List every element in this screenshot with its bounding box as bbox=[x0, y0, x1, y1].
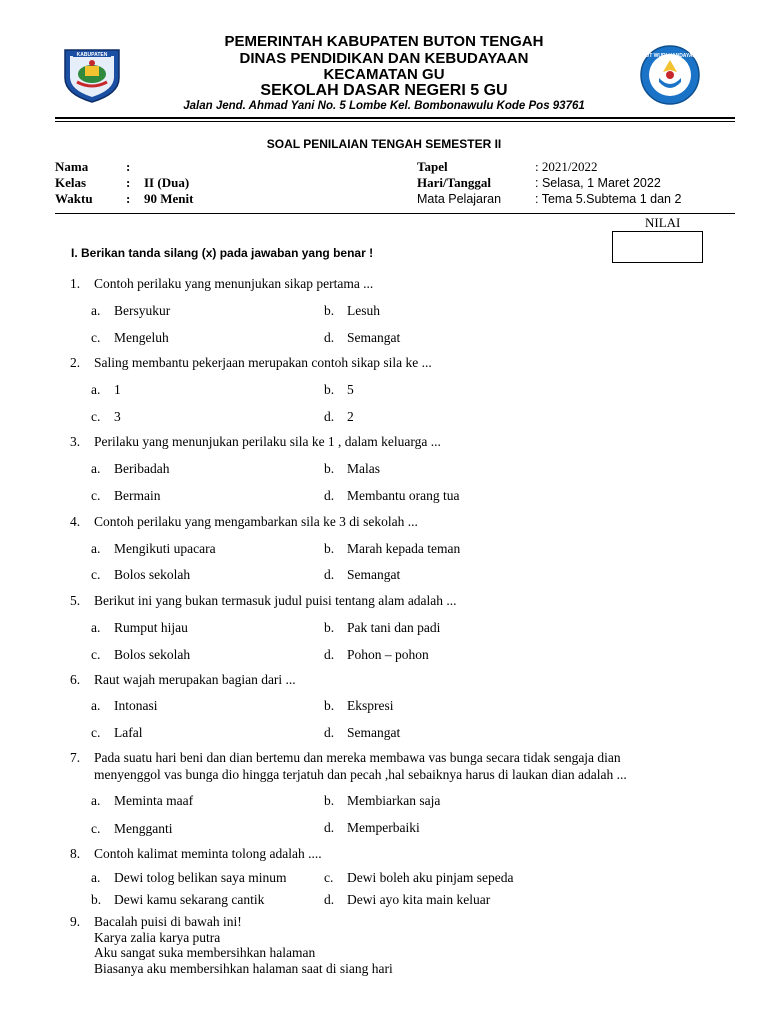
option-b[interactable]: Pak tani dan padi bbox=[347, 620, 441, 635]
question-text: Contoh perilaku yang menunjukan sikap pertama ... bbox=[94, 276, 374, 291]
option-b[interactable]: Lesuh bbox=[347, 303, 380, 318]
option-c[interactable]: 3 bbox=[114, 409, 121, 424]
header-rule-thin bbox=[55, 121, 735, 122]
option-c[interactable]: Dewi boleh aku pinjam sepeda bbox=[347, 870, 514, 885]
exam-title: SOAL PENILAIAN TENGAH SEMESTER II bbox=[266, 137, 502, 151]
option-a[interactable]: Beribadah bbox=[114, 461, 170, 476]
option-letter-d: d. bbox=[324, 567, 335, 582]
header-district: KECAMATAN GU bbox=[323, 66, 445, 83]
option-b[interactable]: Membiarkan saja bbox=[347, 793, 441, 808]
tapel-value: : 2021/2022 bbox=[535, 159, 598, 174]
question-number: 6. bbox=[70, 672, 81, 687]
option-letter-b: b. bbox=[324, 382, 335, 397]
option-letter-d: d. bbox=[324, 725, 335, 740]
option-letter-c: c. bbox=[91, 821, 101, 836]
nilai-label: NILAI bbox=[645, 215, 681, 230]
question-number: 2. bbox=[70, 355, 81, 370]
option-letter-a: a. bbox=[91, 382, 101, 397]
nama-label: Nama bbox=[55, 159, 89, 174]
info-rule bbox=[55, 213, 735, 214]
option-d[interactable]: 2 bbox=[347, 409, 354, 424]
question-text: Pada suatu hari beni dan dian bertemu dan mereka membawa vas bunga secara tidak sengaja dian bbox=[94, 750, 621, 765]
option-letter-a: a. bbox=[91, 870, 101, 885]
question-text-continued: menyenggol vas bunga dio hingga terjatuh dan pecah ,hal sebaiknya harus di laukan dian adalah ... bbox=[94, 767, 627, 782]
kelas-value: II (Dua) bbox=[144, 175, 190, 190]
kelas-colon: : bbox=[126, 175, 131, 190]
kelas-label: Kelas bbox=[55, 175, 87, 190]
header-government: PEMERINTAH KABUPATEN BUTON TENGAH bbox=[224, 33, 544, 50]
question-text: Bacalah puisi di bawah ini! bbox=[94, 914, 242, 929]
option-b[interactable]: Malas bbox=[347, 461, 380, 476]
question-number: 3. bbox=[70, 434, 81, 449]
option-letter-c: c. bbox=[91, 567, 101, 582]
header-address: Jalan Jend. Ahmad Yani No. 5 Lombe Kel. Bombonawulu Kode Pos 93761 bbox=[183, 100, 585, 112]
option-a[interactable]: Bersyukur bbox=[114, 303, 171, 318]
option-c[interactable]: Mengeluh bbox=[114, 330, 169, 345]
nama-colon: : bbox=[126, 159, 131, 174]
nilai-box[interactable] bbox=[612, 231, 703, 263]
question-number: 9. bbox=[70, 914, 81, 929]
question-number: 1. bbox=[70, 276, 81, 291]
option-b[interactable]: Marah kepada teman bbox=[347, 541, 461, 556]
option-letter-a: a. bbox=[91, 303, 101, 318]
option-letter-a: a. bbox=[91, 461, 101, 476]
option-letter-c: c. bbox=[91, 647, 101, 662]
option-c[interactable]: Bolos sekolah bbox=[114, 567, 191, 582]
option-letter-d: d. bbox=[324, 409, 335, 424]
option-letter-b: b. bbox=[324, 303, 335, 318]
option-b[interactable]: Ekspresi bbox=[347, 698, 394, 713]
option-letter-a: a. bbox=[91, 620, 101, 635]
option-letter-c: c. bbox=[91, 725, 101, 740]
option-b[interactable]: 5 bbox=[347, 382, 354, 397]
instruction: I. Berikan tanda silang (x) pada jawaban yang benar ! bbox=[71, 246, 374, 260]
question-text: Contoh kalimat meminta tolong adalah .... bbox=[94, 846, 322, 861]
option-a[interactable]: Rumput hijau bbox=[114, 620, 188, 635]
option-letter-d: d. bbox=[324, 820, 335, 835]
question-text: Saling membantu pekerjaan merupakan contoh sikap sila ke ... bbox=[94, 355, 432, 370]
option-a[interactable]: Meminta maaf bbox=[114, 793, 194, 808]
option-letter-b: b. bbox=[324, 793, 335, 808]
header-rule-thick bbox=[55, 117, 735, 119]
option-letter-c: c. bbox=[324, 870, 334, 885]
question-number: 8. bbox=[70, 846, 81, 861]
question-text: Perilaku yang menunjukan perilaku sila ke 1 , dalam keluarga ... bbox=[94, 434, 441, 449]
question-text: Berikut ini yang bukan termasuk judul puisi tentang alam adalah ... bbox=[94, 593, 457, 608]
option-a[interactable]: Mengikuti upacara bbox=[114, 541, 216, 556]
option-d[interactable]: Dewi ayo kita main keluar bbox=[347, 892, 491, 907]
option-c[interactable]: Bermain bbox=[114, 488, 161, 503]
waktu-label: Waktu bbox=[55, 191, 93, 206]
waktu-colon: : bbox=[126, 191, 131, 206]
option-letter-d: d. bbox=[324, 488, 335, 503]
option-c[interactable]: Lafal bbox=[114, 725, 143, 740]
option-letter-a: a. bbox=[91, 541, 101, 556]
tapel-label: Tapel bbox=[417, 159, 448, 174]
question-number: 4. bbox=[70, 514, 81, 529]
option-letter-c: c. bbox=[91, 488, 101, 503]
poem-line: Aku sangat suka membersihkan halaman bbox=[94, 945, 316, 960]
option-b[interactable]: Dewi kamu sekarang cantik bbox=[114, 892, 265, 907]
option-letter-b: b. bbox=[324, 541, 335, 556]
waktu-value: 90 Menit bbox=[144, 191, 194, 206]
option-a[interactable]: 1 bbox=[114, 382, 121, 397]
option-a[interactable]: Intonasi bbox=[114, 698, 158, 713]
header-department: DINAS PENDIDIKAN DAN KEBUDAYAAN bbox=[239, 50, 529, 67]
option-c[interactable]: Mengganti bbox=[114, 821, 173, 836]
option-a[interactable]: Dewi tolog belikan saya minum bbox=[114, 870, 287, 885]
question-number: 5. bbox=[70, 593, 81, 608]
option-letter-b: b. bbox=[324, 461, 335, 476]
question-text: Raut wajah merupakan bagian dari ... bbox=[94, 672, 296, 687]
option-d[interactable]: Memperbaiki bbox=[347, 820, 420, 835]
option-letter-a: a. bbox=[91, 698, 101, 713]
poem-line: Karya zalia karya putra bbox=[94, 930, 221, 945]
hari-tanggal-value: : Selasa, 1 Maret 2022 bbox=[535, 176, 661, 190]
hari-tanggal-label: Hari/Tanggal bbox=[417, 175, 491, 190]
option-letter-b: b. bbox=[91, 892, 102, 907]
option-letter-c: c. bbox=[91, 330, 101, 345]
left-logo-text: KABUPATEN bbox=[76, 52, 108, 58]
option-letter-a: a. bbox=[91, 793, 101, 808]
option-letter-b: b. bbox=[324, 698, 335, 713]
option-d[interactable]: Semangat bbox=[347, 567, 401, 582]
option-letter-c: c. bbox=[91, 409, 101, 424]
option-d[interactable]: Pohon – pohon bbox=[347, 647, 429, 662]
option-letter-d: d. bbox=[324, 330, 335, 345]
question-number: 7. bbox=[70, 750, 81, 765]
option-d[interactable]: Semangat bbox=[347, 330, 401, 345]
option-letter-d: d. bbox=[324, 647, 335, 662]
option-letter-d: d. bbox=[324, 892, 335, 907]
mata-pelajaran-label: Mata Pelajaran bbox=[417, 192, 502, 206]
option-c[interactable]: Bolos sekolah bbox=[114, 647, 191, 662]
header-school-name: SEKOLAH DASAR NEGERI 5 GU bbox=[260, 82, 508, 99]
option-letter-b: b. bbox=[324, 620, 335, 635]
question-text: Contoh perilaku yang mengambarkan sila ke 3 di sekolah ... bbox=[94, 514, 418, 529]
option-d[interactable]: Membantu orang tua bbox=[347, 488, 460, 503]
mata-pelajaran-value: : Tema 5.Subtema 1 dan 2 bbox=[535, 192, 682, 206]
right-logo-text: TUT WURI HANDAYANI bbox=[642, 53, 698, 59]
option-d[interactable]: Semangat bbox=[347, 725, 401, 740]
poem-line: Biasanya aku membersihkan halaman saat di siang hari bbox=[94, 961, 393, 976]
